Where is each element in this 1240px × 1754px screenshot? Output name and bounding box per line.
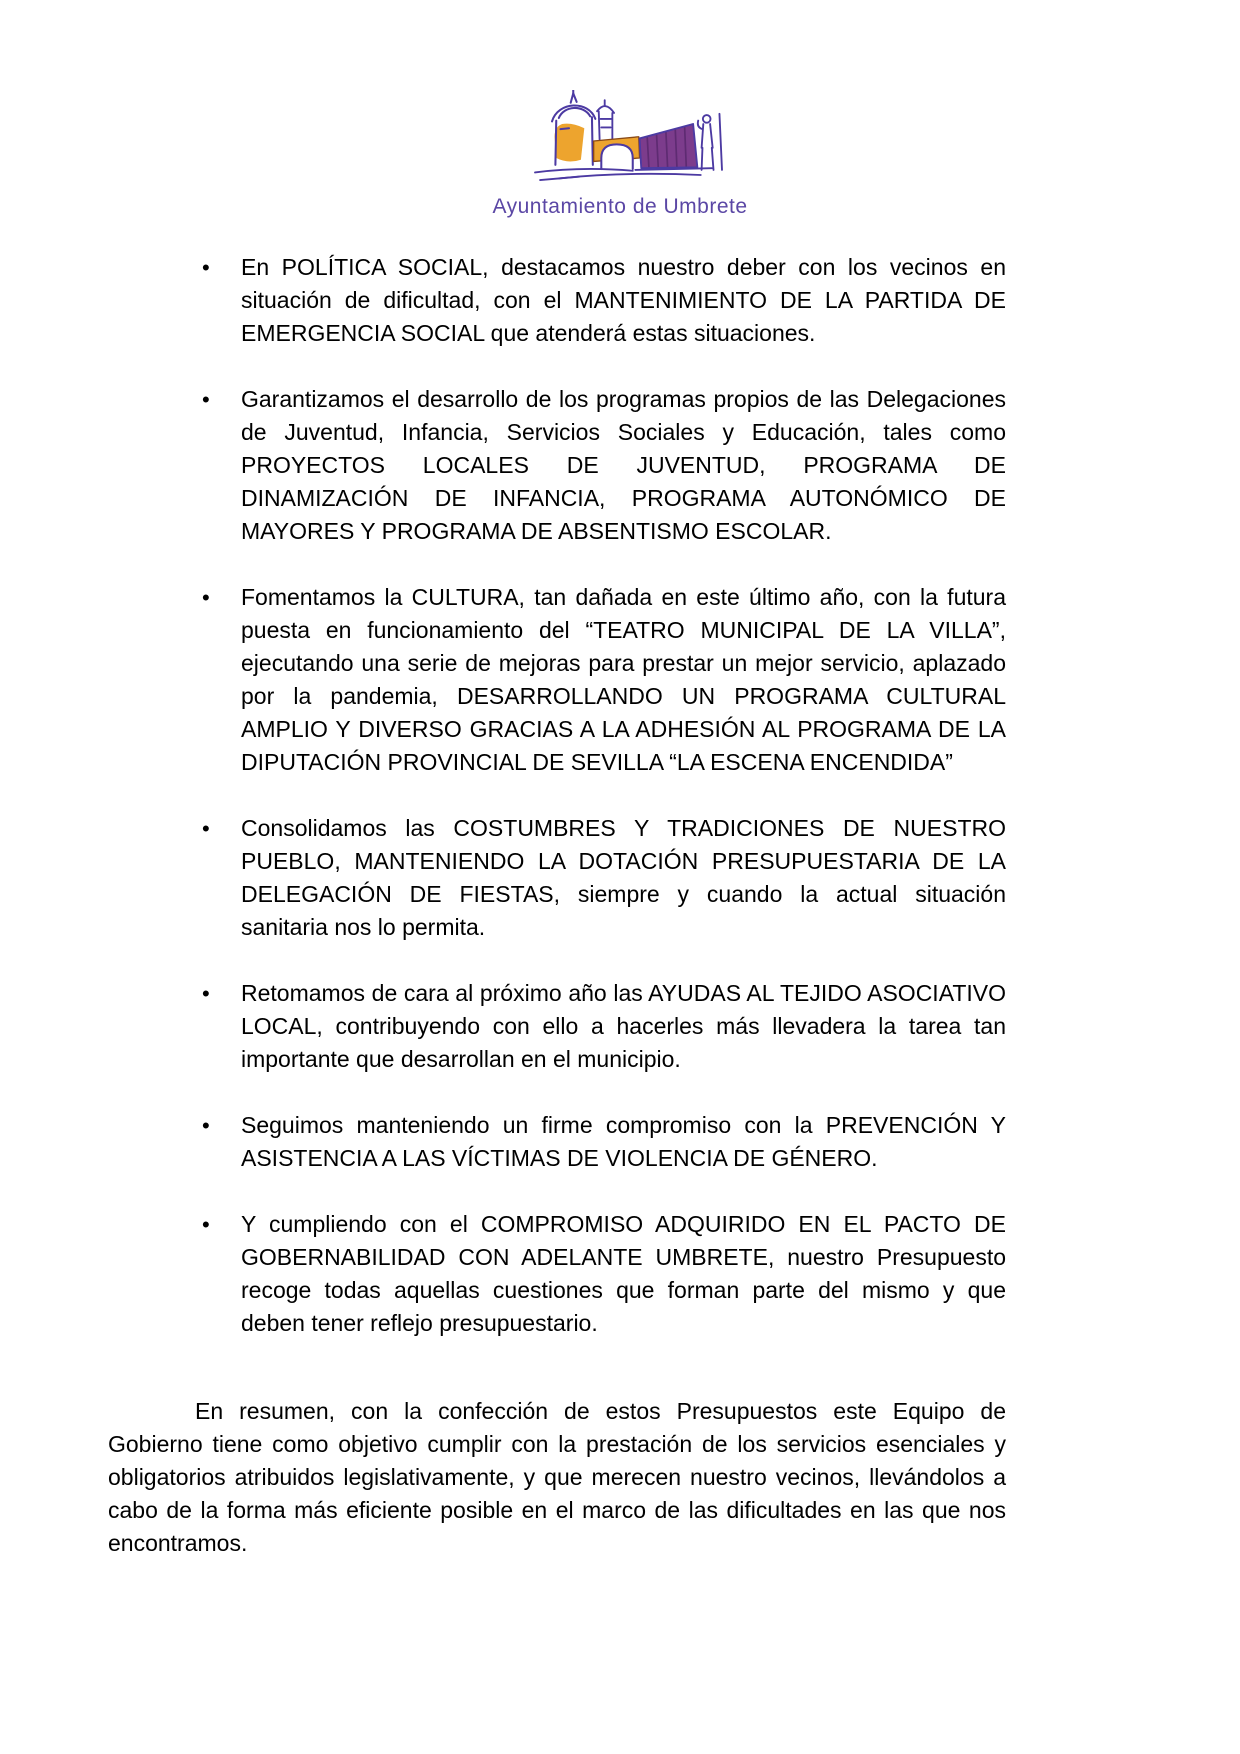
bullet-marker: •: [202, 585, 210, 610]
bullet-item-pacto-gobernabilidad: [200, 1208, 1006, 1340]
umbrete-town-sketch-logo: [489, 90, 751, 192]
bullet-marker: •: [202, 1212, 210, 1237]
logo-section: [0, 0, 1240, 219]
tower-orange-fill: [555, 124, 585, 162]
bullet-marker: •: [202, 1113, 210, 1138]
ground-lines: [535, 168, 712, 180]
bullet-marker: •: [202, 387, 210, 412]
logo-caption: Ayuntamiento de Umbrete: [492, 195, 748, 218]
bullet-text: Retomamos de cara al próximo año las AYUDAS AL TEJIDO ASOCIATIVO LOCAL, contribuyendo con ello a hacerles más llevadera la tarea tan importante que desarrollan en el municipio.: [241, 980, 1006, 1072]
bullet-text: Consolidamos las COSTUMBRES Y TRADICIONES DE NUESTRO PUEBLO, MANTENIENDO LA DOTACIÓN PRESUPUESTARIA DE LA DELEGACIÓN DE FIESTAS, siempre y cuando la actual situación sanitaria nos lo permita.: [241, 815, 1006, 940]
bullet-marker: •: [202, 981, 210, 1006]
bullet-item-cultura: [200, 581, 1006, 779]
bullet-item-politica-social: [200, 251, 1006, 350]
bullet-text: En POLÍTICA SOCIAL, destacamos nuestro deber con los vecinos en situación de dificultad, con el MANTENIMIENTO DE LA PARTIDA DE EMERGENCIA SOCIAL que atenderá estas situaciones.: [241, 254, 1006, 346]
bullet-item-programas-delegaciones: [200, 383, 1006, 548]
bullet-text: Fomentamos la CULTURA, tan dañada en este último año, con la futura puesta en funcionamiento del “TEATRO MUNICIPAL DE LA VILLA”, ejecutando una serie de mejoras para prestar un mejor servicio, aplazado por la pandemia, DESARROLLANDO UN PROGRAMA CULTURAL AMPLIO Y DIVERSO GRACIAS A LA ADHESIÓN AL PROGRAMA DE LA DIPUTACIÓN PROVINCIAL DE SEVILLA “LA ESCENA ENCENDIDA”: [241, 584, 1006, 775]
bullet-item-ayudas-tejido-asociativo: [200, 977, 1006, 1076]
bullet-text: Y cumpliendo con el COMPROMISO ADQUIRIDO EN EL PACTO DE GOBERNABILIDAD CON ADELANTE UMBRETE, nuestro Presupuesto recoge todas aquellas cuestiones que forman parte del mismo y que deben tener reflejo presupuestario.: [241, 1211, 1006, 1336]
bullet-marker: •: [202, 816, 210, 841]
bullet-item-costumbres-tradiciones: [200, 812, 1006, 944]
bullet-marker: •: [202, 255, 210, 280]
bullet-text: Garantizamos el desarrollo de los programas propios de las Delegaciones de Juventud, Infancia, Servicios Sociales y Educación, tales como PROYECTOS LOCALES DE JUVENTUD, PROGRAMA DE DINAMIZACIÓN DE INFANCIA, PROGRAMA AUTONÓMICO DE MAYORES Y PROGRAMA DE ABSENTISMO ESCOLAR.: [241, 386, 1006, 544]
closing-paragraph: En resumen, con la confección de estos Presupuestos este Equipo de Gobierno tiene como objetivo cumplir con la prestación de los servicios esenciales y obligatorios atribuidos legislativamente, y que merecen nuestro vecinos, llevándolos a cabo de la forma más eficiente posible en el marco de las dificultades en las que nos encontramos.: [108, 1398, 1006, 1556]
bullet-item-violencia-genero: [200, 1109, 1006, 1175]
bullet-list: [200, 251, 1006, 1340]
middle-tower-lines: [597, 100, 614, 139]
figure-lines: [698, 114, 722, 170]
bullet-text: Seguimos manteniendo un firme compromiso con la PREVENCIÓN Y ASISTENCIA A LAS VÍCTIMAS DE VIOLENCIA DE GÉNERO.: [241, 1112, 1006, 1171]
